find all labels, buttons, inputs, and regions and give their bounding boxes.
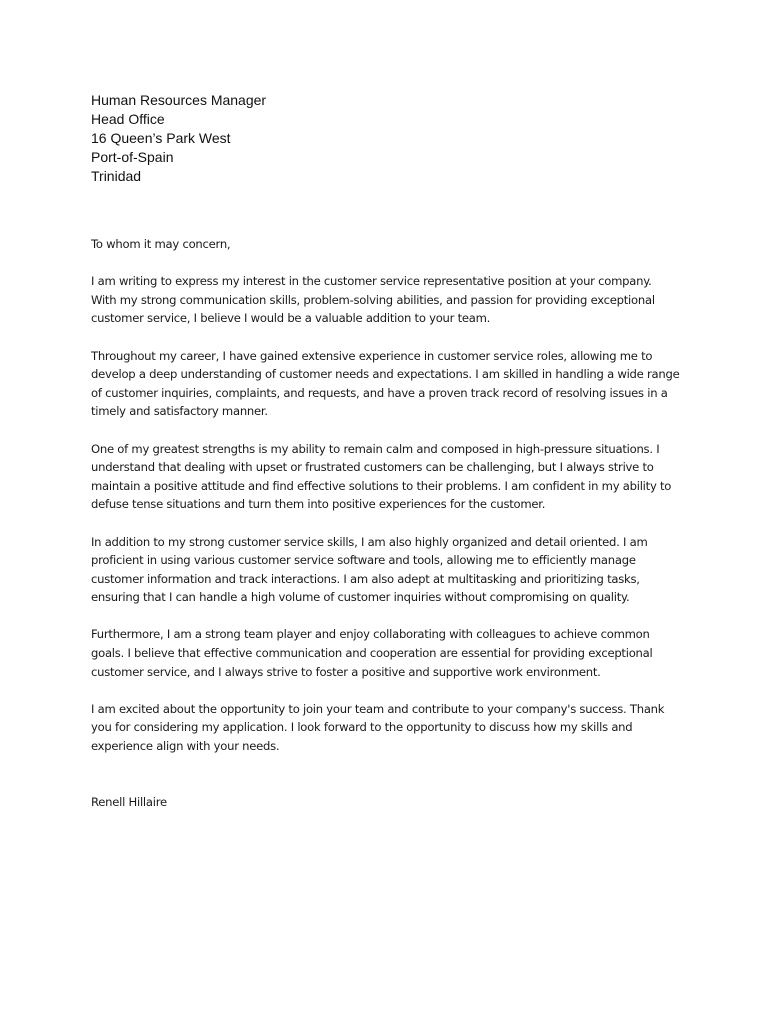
paragraph-line: customer service, and I always strive to foster a positive and supportive work environment. — [91, 664, 601, 679]
paragraph-line: experience align with your needs. — [91, 739, 280, 754]
paragraph-line: ensuring that I can handle a high volume of customer inquiries without compromising on quality. — [91, 590, 630, 605]
paragraph-6 — [91, 700, 691, 756]
paragraph-2 — [91, 347, 691, 421]
paragraph-line: With my strong communication skills, problem-solving abilities, and passion for providing exceptional — [91, 292, 655, 307]
letter-body — [91, 235, 691, 830]
recipient-line: 16 Queen’s Park West — [91, 130, 231, 146]
recipient-line: Human Resources Manager — [91, 92, 267, 108]
recipient-line: Head Office — [91, 111, 165, 127]
paragraph-5 — [91, 625, 691, 681]
recipient-address — [91, 91, 266, 186]
salutation: To whom it may concern, — [91, 237, 231, 251]
signature: Renell Hillaire — [91, 794, 167, 809]
paragraph-line: customer information and track interactions. I am also adept at multitasking and prioritizing tasks, — [91, 571, 640, 586]
paragraph-line: Furthermore, I am a strong team player and enjoy collaborating with colleagues to achieve common — [91, 627, 650, 642]
paragraph-line: defuse tense situations and turn them into positive experiences for the customer. — [91, 497, 546, 512]
paragraph-line: understand that dealing with upset or frustrated customers can be challenging, but I always strive to — [91, 460, 654, 475]
paragraph-line: I am writing to express my interest in the customer service representative position at your company. — [91, 274, 652, 289]
paragraph-line: maintain a positive attitude and find effective solutions to their problems. I am confident in my ability to — [91, 478, 672, 493]
paragraph-line: In addition to my strong customer service skills, I am also highly organized and detail oriented. I am — [91, 534, 648, 549]
paragraph-line: of customer inquiries, complaints, and requests, and have a proven track record of resolving issues in a — [91, 385, 668, 400]
paragraph-line: develop a deep understanding of customer needs and expectations. I am skilled in handling a wide range — [91, 367, 680, 382]
paragraph-line: One of my greatest strengths is my ability to remain calm and composed in high-pressure situations. I — [91, 441, 660, 456]
paragraph-3 — [91, 440, 691, 514]
paragraph-line: goals. I believe that effective communication and cooperation are essential for providing exceptional — [91, 646, 653, 661]
recipient-line: Port-of-Spain — [91, 149, 174, 165]
paragraph-line: Throughout my career, I have gained extensive experience in customer service roles, allowing me to — [91, 348, 653, 363]
recipient-line: Trinidad — [91, 168, 142, 184]
paragraph-line: proficient in using various customer service software and tools, allowing me to efficiently manage — [91, 553, 636, 568]
paragraph-line: I am excited about the opportunity to join your team and contribute to your company's success. Thank — [91, 701, 665, 716]
paragraph-4 — [91, 533, 691, 607]
paragraph-line: customer service, I believe I would be a valuable addition to your team. — [91, 311, 491, 326]
paragraph-line: timely and satisfactory manner. — [91, 404, 268, 419]
paragraph-1 — [91, 272, 691, 328]
paragraph-line: you for considering my application. I look forward to the opportunity to discuss how my skills and — [91, 720, 633, 735]
